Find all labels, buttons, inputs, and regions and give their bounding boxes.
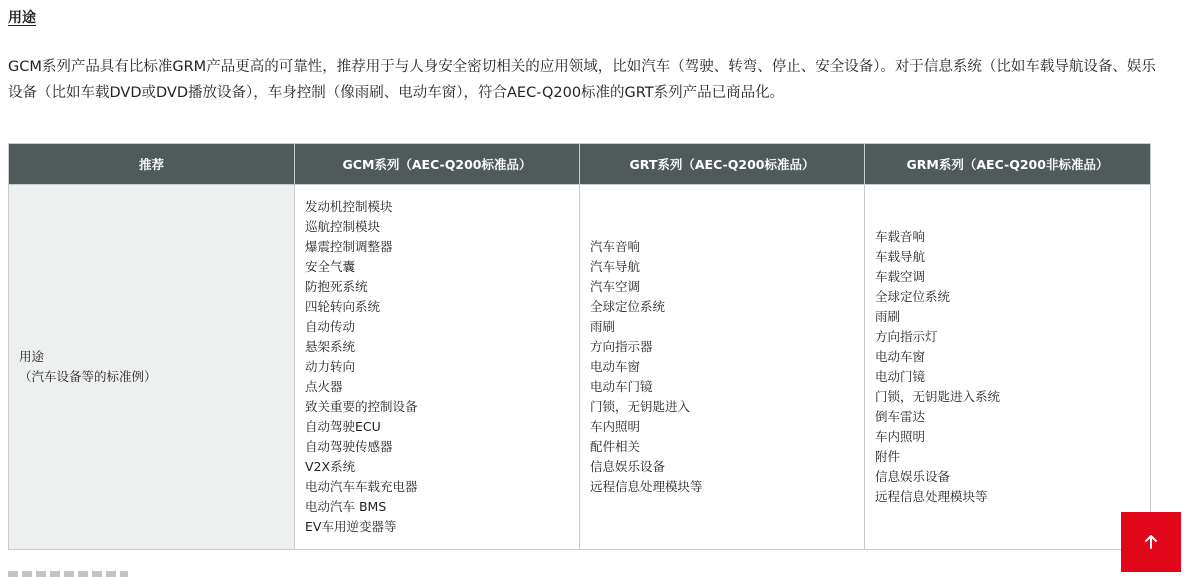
- grt-list-item: 汽车空调: [590, 279, 641, 294]
- gcm-list-item: 悬架系统: [305, 339, 356, 354]
- grt-list-item: 汽车导航: [590, 259, 641, 274]
- grm-items-list: [875, 227, 1140, 507]
- gcm-list-item: 致关重要的控制设备: [305, 399, 418, 414]
- intro-paragraph: GCM系列产品具有比标准GRM产品更高的可靠性，推荐用于与人身安全密切相关的应用领域，比如汽车（驾驶、转弯、停止、安全设备）。对于信息系统（比如车载导航设备、娱乐设备（比如车载DVD或DVD播放设备），车身控制（像雨刷、电动车窗），符合AEC-Q200标准的GRT系列产品已商品化。: [8, 59, 1156, 101]
- gcm-list-item: 自动传动: [305, 319, 356, 334]
- grm-list-item: 附件: [875, 449, 901, 464]
- grt-items-list: [590, 237, 854, 497]
- gcm-list-item: 巡航控制模块: [305, 219, 381, 234]
- grt-list-item: 雨刷: [590, 319, 616, 334]
- table-row: [9, 185, 1151, 550]
- grm-list-item: 倒车雷达: [875, 409, 926, 424]
- grm-list-item: 雨刷: [875, 309, 901, 324]
- grm-list-item: 远程信息处理模块等: [875, 489, 988, 504]
- gcm-list-item: 防抱死系统: [305, 279, 368, 294]
- grt-list-item: 门锁，无钥匙进入: [590, 399, 691, 414]
- header-gcm-series: GCM系列（AEC-Q200标准品）: [295, 144, 580, 185]
- grm-list-item: 门锁，无钥匙进入系统: [875, 389, 1001, 404]
- gcm-list-item: 电动汽车车载充电器: [305, 479, 418, 494]
- grt-list-item: 信息娱乐设备: [590, 459, 666, 474]
- gcm-list-item: V2X系统: [305, 459, 356, 474]
- grm-list-item: 信息娱乐设备: [875, 469, 951, 484]
- section-title: 用途: [8, 10, 36, 26]
- gcm-list-item: 点火器: [305, 379, 343, 394]
- grm-list-item: 车载导航: [875, 249, 926, 264]
- grm-list-item: 方向指示灯: [875, 329, 938, 344]
- grt-list-item: 电动车窗: [590, 359, 641, 374]
- gcm-list-item: 自动驾驶传感器: [305, 439, 393, 454]
- row-label-cell: [9, 185, 295, 550]
- header-recommend: 推荐: [9, 144, 295, 185]
- gcm-list-item: 发动机控制模块: [305, 199, 393, 214]
- grm-list-item: 电动车窗: [875, 349, 926, 364]
- grt-list-item: 远程信息处理模块等: [590, 479, 703, 494]
- table-header-row: [9, 144, 1151, 185]
- gcm-list-item: 自动驾驶ECU: [305, 419, 381, 434]
- grm-list-item: 车载空调: [875, 269, 926, 284]
- grt-list-item: 车内照明: [590, 419, 641, 434]
- grt-list-item: 全球定位系统: [590, 299, 666, 314]
- row-label: 用途: [19, 349, 45, 364]
- application-table: [8, 143, 1151, 550]
- gcm-list-item: EV车用逆变器等: [305, 519, 397, 534]
- next-section-heading-clipped: [8, 569, 158, 577]
- row-label-note: （汽车设备等的标准例）: [19, 369, 157, 384]
- grt-list-item: 电动车门镜: [590, 379, 653, 394]
- arrow-up-icon: [1142, 533, 1160, 551]
- gcm-items-list: [305, 197, 569, 537]
- gcm-items-cell: [295, 185, 580, 550]
- grm-list-item: 车内照明: [875, 429, 926, 444]
- gcm-list-item: 安全气囊: [305, 259, 356, 274]
- gcm-list-item: 爆震控制调整器: [305, 239, 393, 254]
- scroll-to-top-button[interactable]: [1121, 512, 1181, 572]
- header-grt-series: GRT系列（AEC-Q200标准品）: [580, 144, 865, 185]
- grt-list-item: 汽车音响: [590, 239, 641, 254]
- gcm-list-item: 电动汽车 BMS: [305, 499, 387, 514]
- grt-items-cell: [580, 185, 865, 550]
- header-grm-series: GRM系列（AEC-Q200非标准品）: [865, 144, 1151, 185]
- grm-list-item: 电动门镜: [875, 369, 926, 384]
- grm-items-cell: [865, 185, 1151, 550]
- grt-list-item: 配件相关: [590, 439, 641, 454]
- grt-list-item: 方向指示器: [590, 339, 653, 354]
- gcm-list-item: 动力转向: [305, 359, 356, 374]
- grm-list-item: 全球定位系统: [875, 289, 951, 304]
- grm-list-item: 车载音响: [875, 229, 926, 244]
- gcm-list-item: 四轮转向系统: [305, 299, 381, 314]
